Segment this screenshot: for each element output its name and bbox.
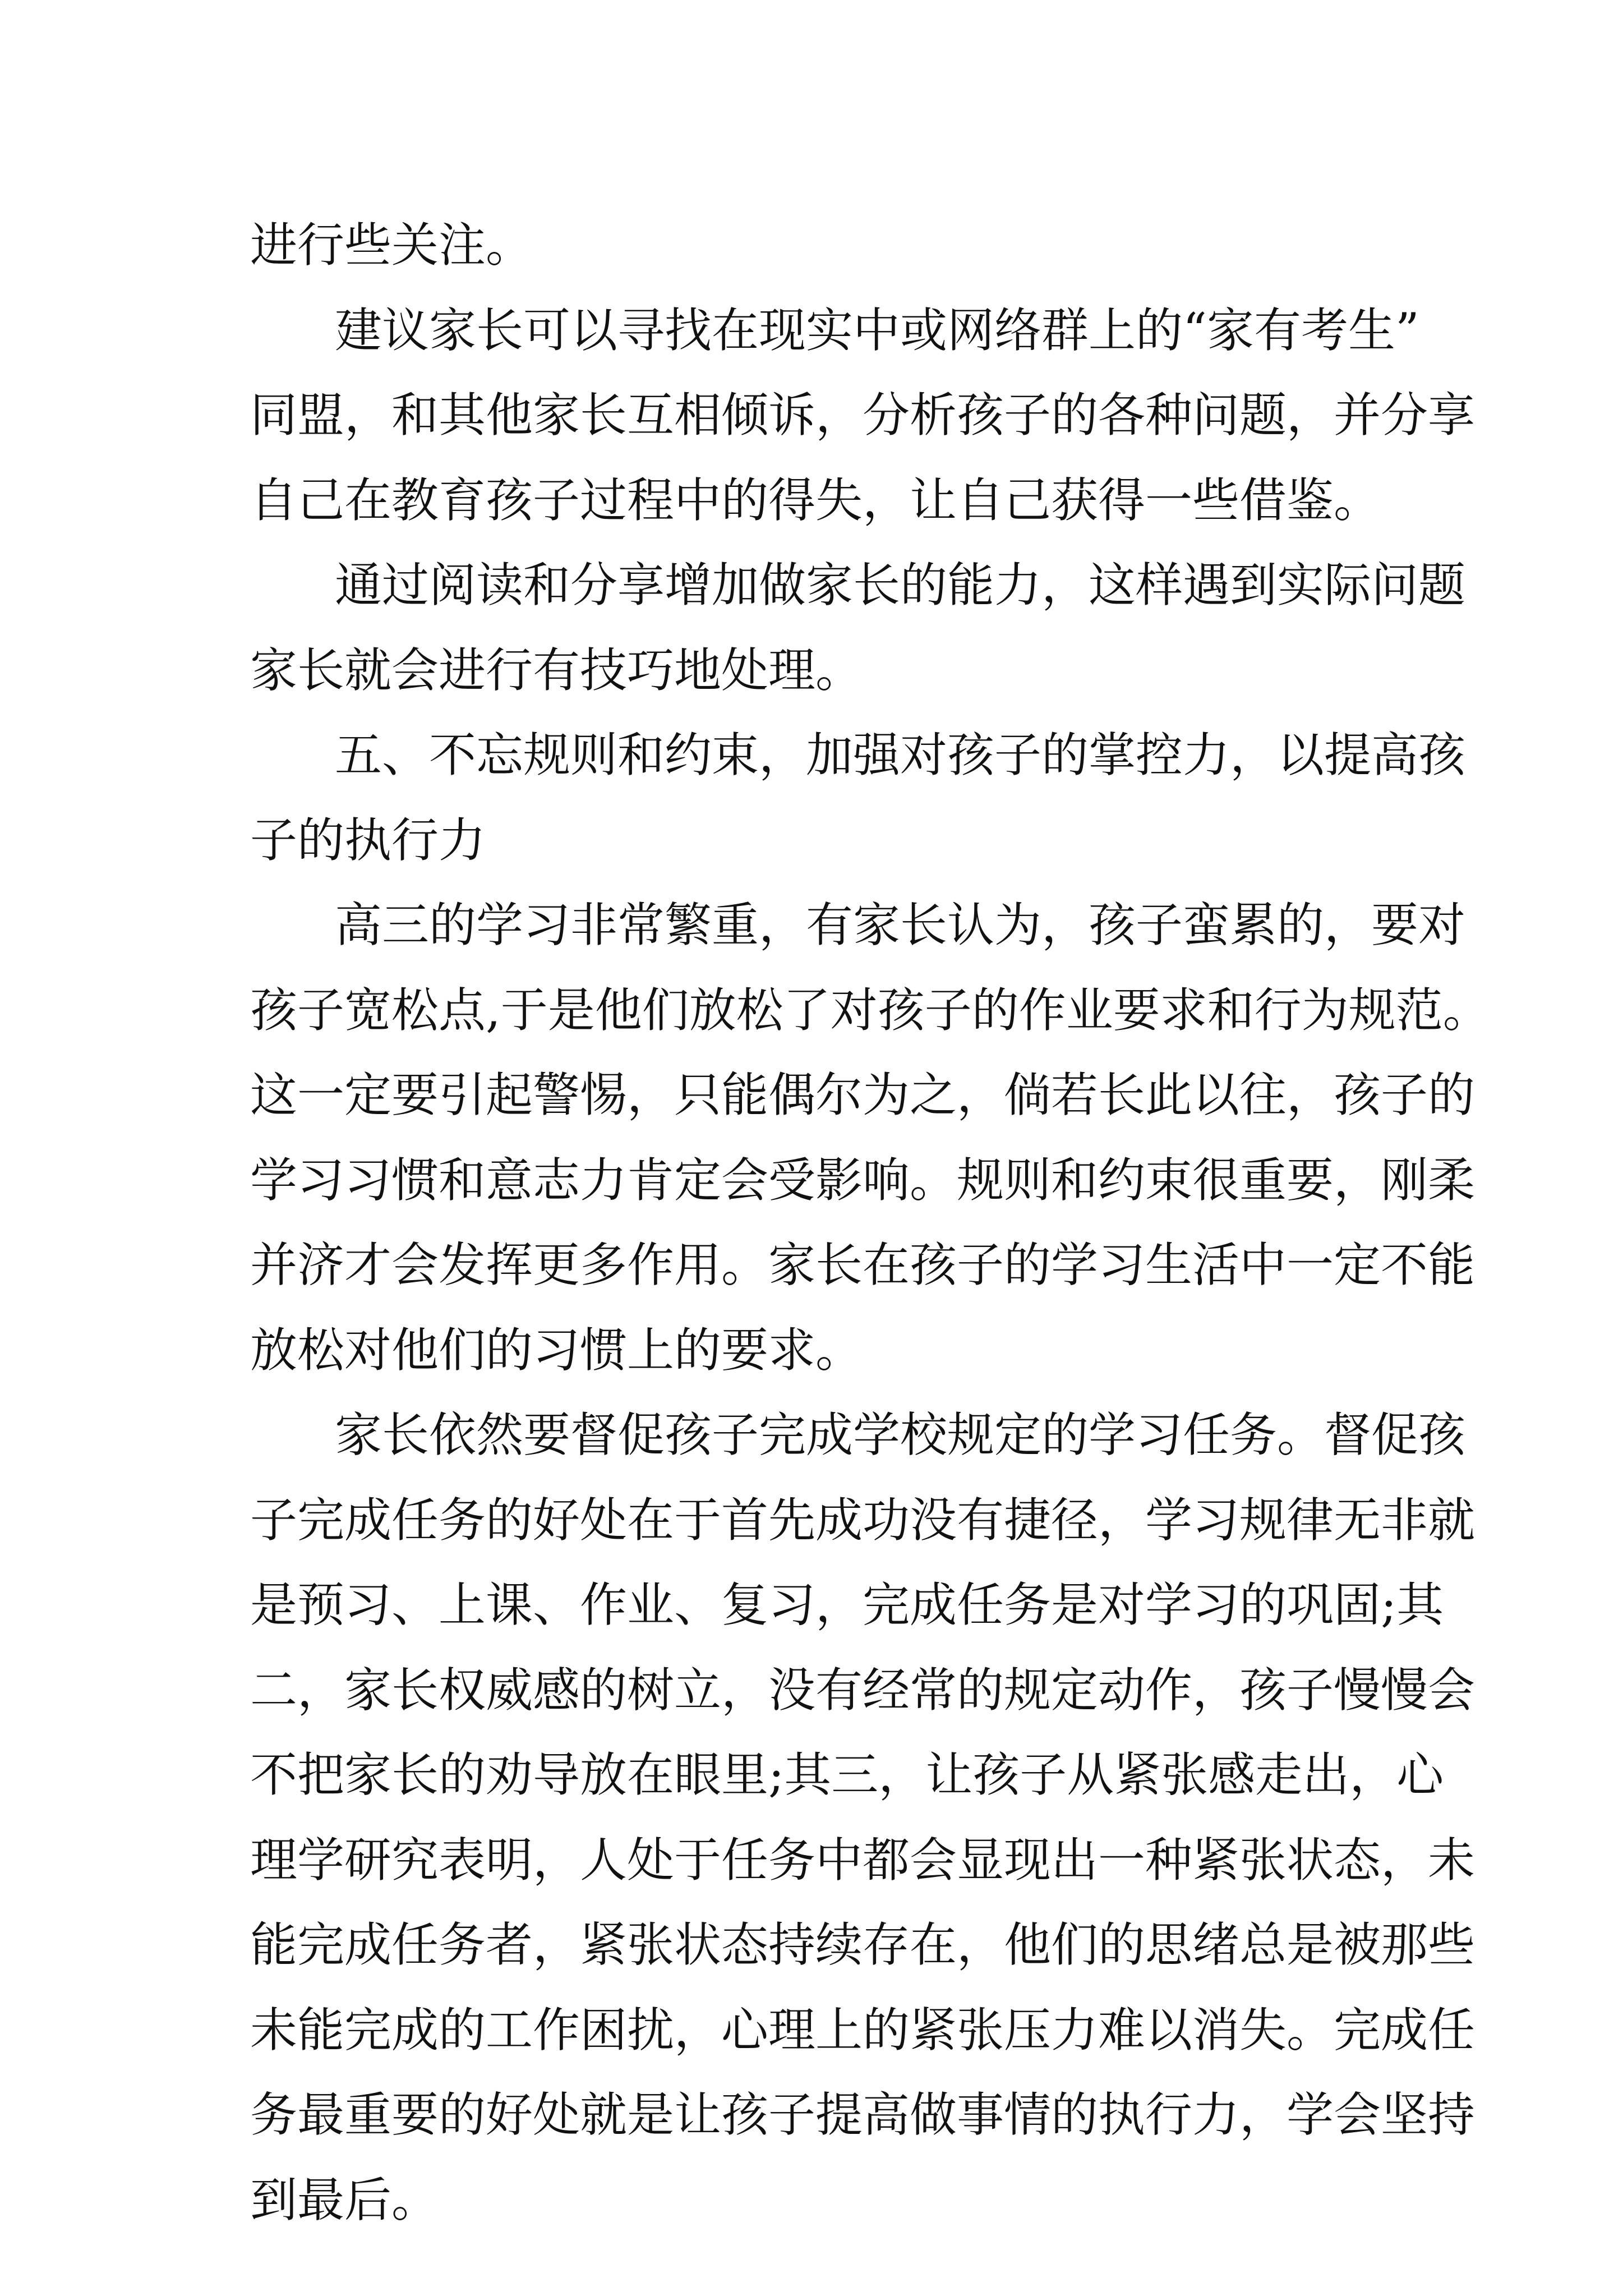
paragraph-line: 务最重要的好处就是让孩子提高做事情的执行力，学会坚持	[250, 2087, 1476, 2142]
paragraph-line: 理学研究表明，人处于任务中都会显现出一种紧张状态，未	[250, 1832, 1476, 1888]
document-body	[250, 203, 1490, 2243]
paragraph-line: 孩子宽松点,于是他们放松了对孩子的作业要求和行为规范。	[250, 982, 1490, 1038]
paragraph-line: 家长就会进行有技巧地处理。	[250, 642, 863, 698]
paragraph-line: 建议家长可以寻找在现实中或网络群上的“家有考生”	[335, 302, 1419, 358]
paragraph-line: 并济才会发挥更多作用。家长在孩子的学习生活中一定不能	[250, 1237, 1476, 1292]
paragraph-line: 同盟，和其他家长互相倾诉，分析孩子的各种问题，并分享	[250, 388, 1476, 443]
section-heading-line: 子的执行力	[250, 812, 486, 868]
paragraph-line: 进行些关注。	[250, 218, 533, 273]
paragraph-line: 不把家长的劝导放在眼里;其三，让孩子从紧张感走出，心	[250, 1747, 1444, 1802]
paragraph-line: 学习习惯和意志力肯定会受影响。规则和约束很重要，刚柔	[250, 1152, 1476, 1208]
paragraph-line: 家长依然要督促孩子完成学校规定的学习任务。督促孩	[335, 1407, 1466, 1462]
section-heading-line: 五、不忘规则和约束，加强对孩子的掌控力，以提高孩	[335, 728, 1466, 783]
paragraph-line: 是预习、上课、作业、复习，完成任务是对学习的巩固;其	[250, 1577, 1444, 1632]
paragraph-line: 通过阅读和分享增加做家长的能力，这样遇到实际问题	[335, 558, 1466, 613]
paragraph-line: 二，家长权威感的树立，没有经常的规定动作，孩子慢慢会	[250, 1662, 1476, 1718]
paragraph-line: 高三的学习非常繁重，有家长认为，孩子蛮累的，要对	[335, 898, 1466, 953]
paragraph-line: 到最后。	[250, 2172, 439, 2228]
paragraph-line: 未能完成的工作困扰，心理上的紧张压力难以消失。完成任	[250, 2002, 1476, 2058]
paragraph-line: 自己在教育孩子过程中的得失，让自己获得一些借鉴。	[250, 472, 1381, 528]
paragraph-line: 放松对他们的习惯上的要求。	[250, 1322, 863, 1378]
paragraph-line: 能完成任务者，紧张状态持续存在，他们的思绪总是被那些	[250, 1917, 1476, 1972]
paragraph-line: 这一定要引起警惕，只能偶尔为之，倘若长此以往，孩子的	[250, 1068, 1476, 1122]
paragraph-line: 子完成任务的好处在于首先成功没有捷径，学习规律无非就	[250, 1492, 1476, 1548]
